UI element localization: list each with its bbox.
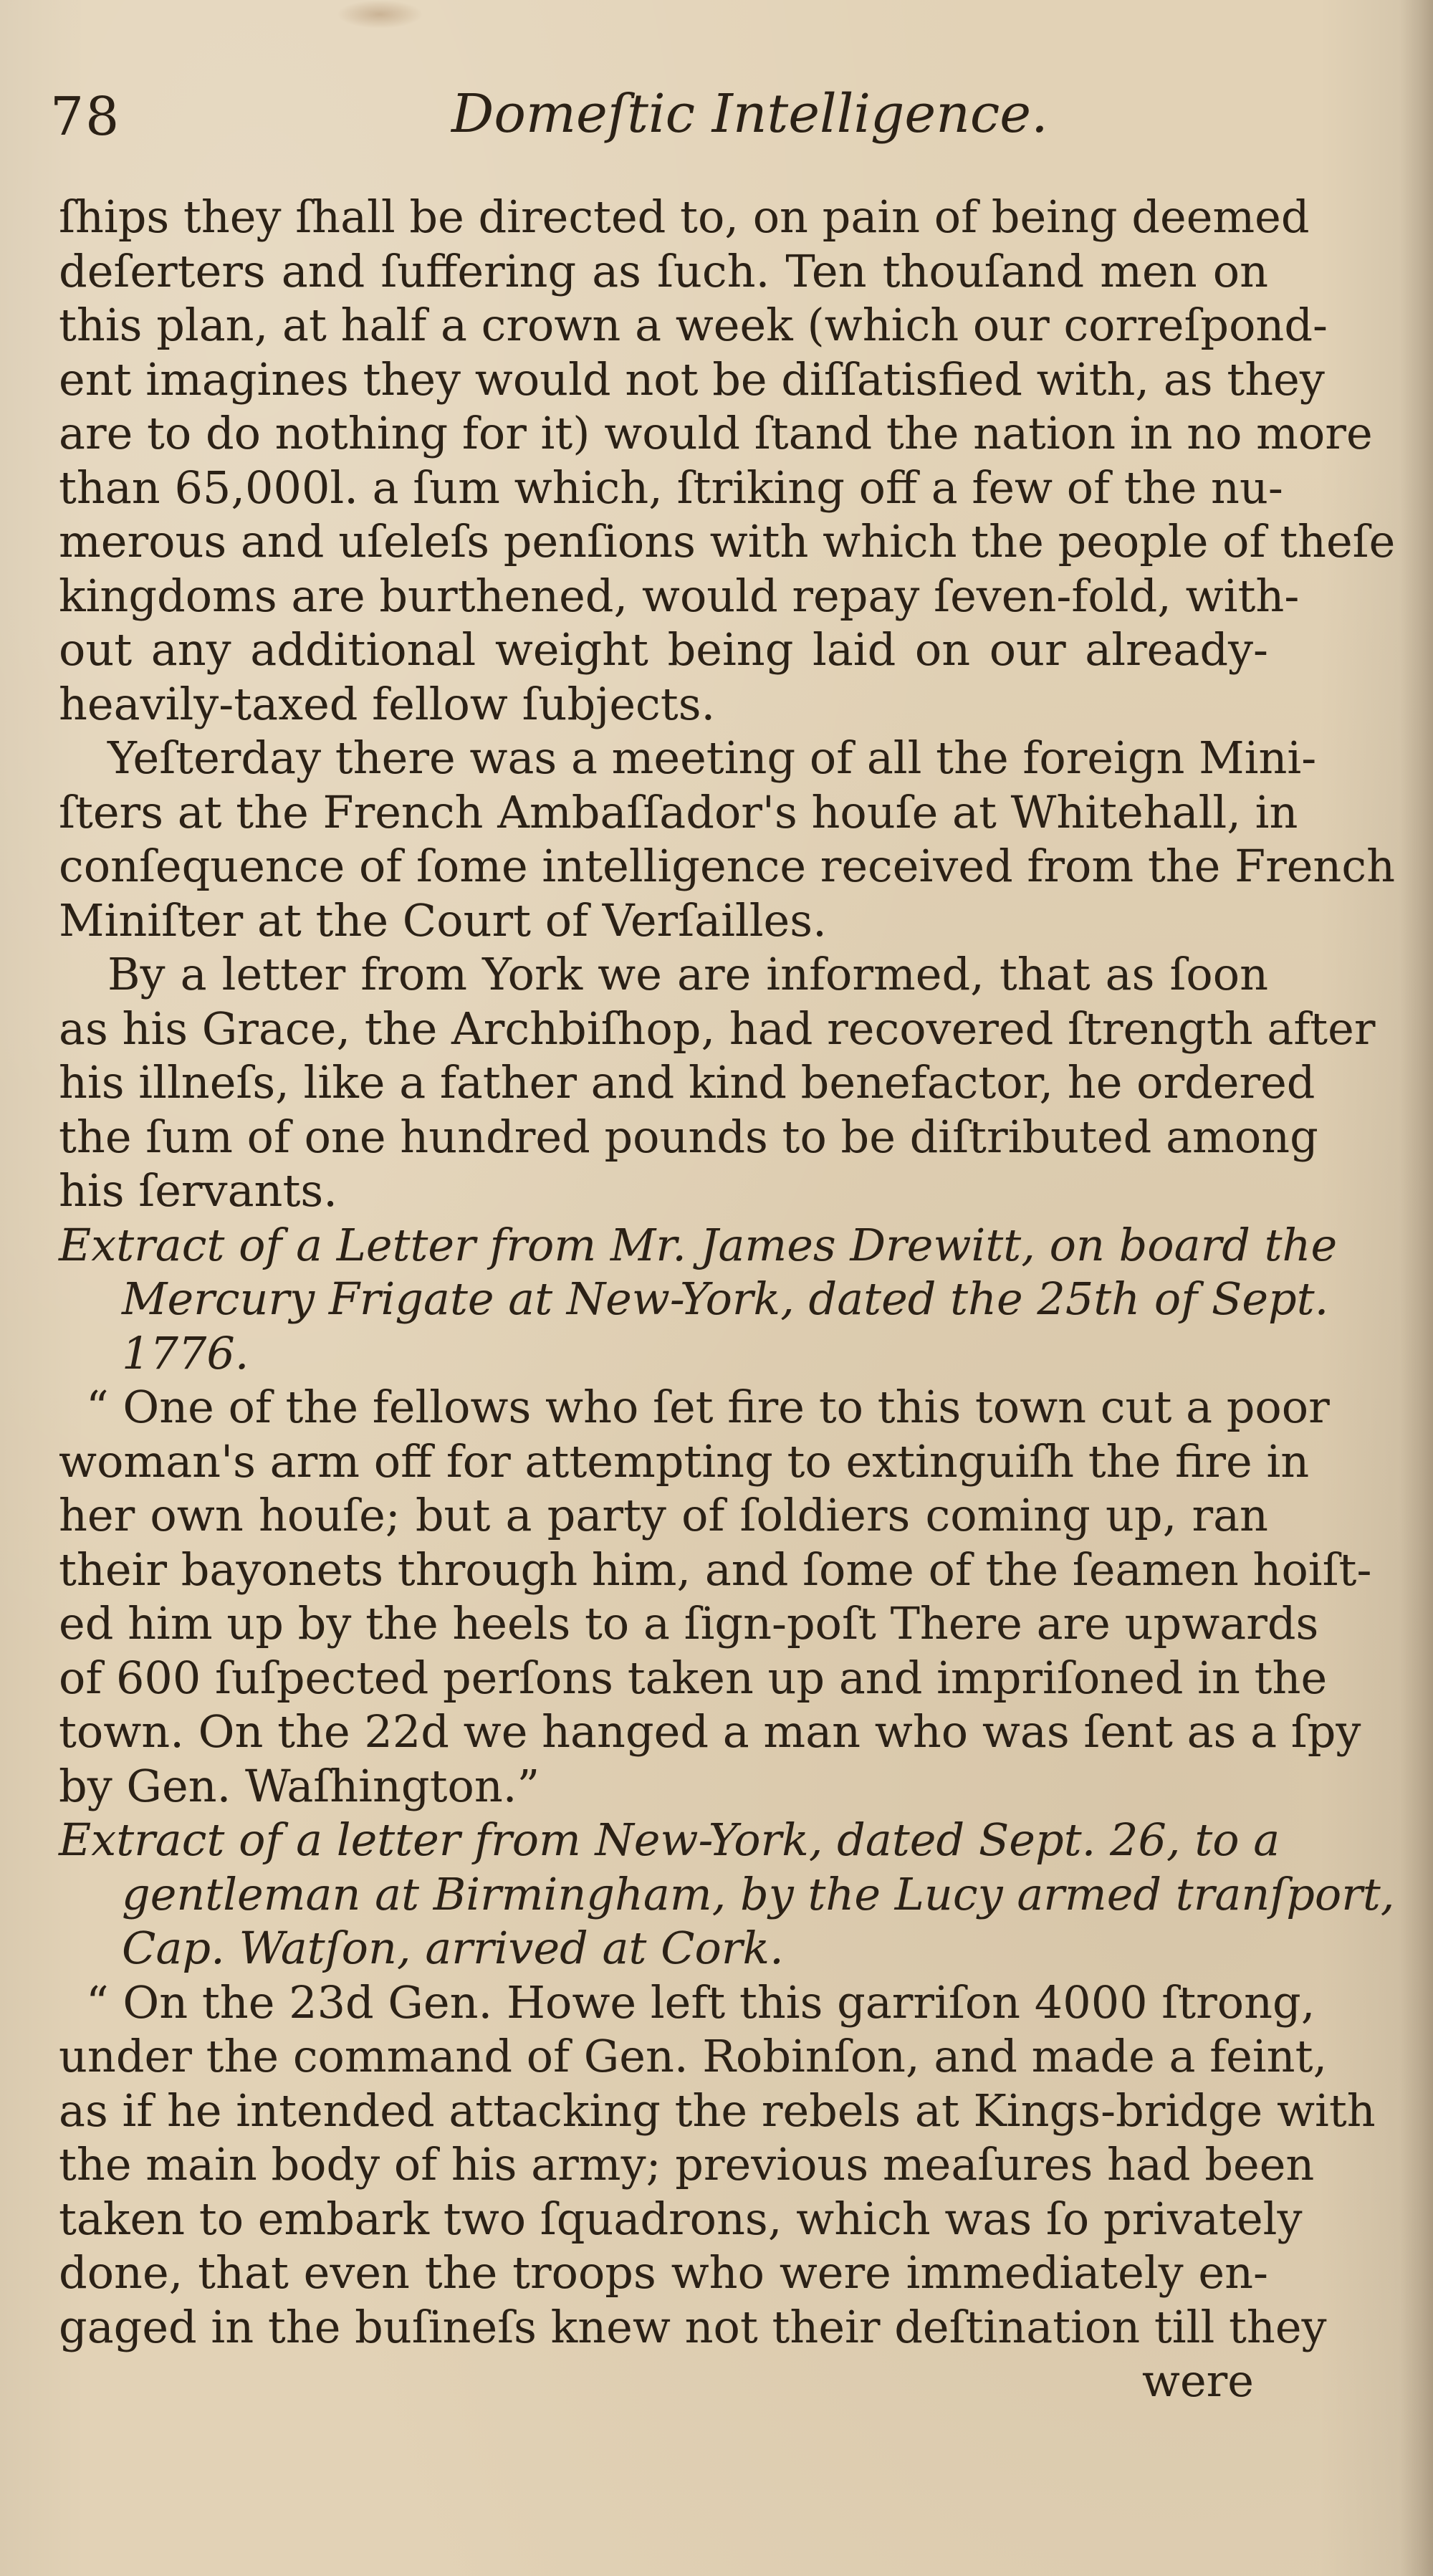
paragraph-start: “ One of the fellows who ſet fire to this town cut a poor: [86, 1381, 1330, 1433]
text-line: ſters at the French Ambaſſador's houſe at Whitehall, in: [59, 785, 1298, 838]
text-line: ſhips they ſhall be directed to, on pain of being deemed: [59, 191, 1310, 243]
text-line: conſequence of ſome intelligence received from the French: [59, 840, 1395, 892]
body-text: [50, 190, 1396, 2408]
text-line: his illneſs, like a father and kind benefactor, he ordered: [59, 1056, 1315, 1109]
text-line: merous and uſeleſs penſions with which the people of theſe: [59, 515, 1396, 568]
letter-heading: Extract of a Letter from Mr. James Drewitt, on board the: [59, 1218, 1338, 1271]
text-line: as if he intended attacking the rebels at Kings-bridge with: [59, 2084, 1376, 2137]
page-number: 78: [50, 86, 121, 148]
text-line: her own houſe; but a party of ſoldiers coming up, ran: [59, 1489, 1268, 1541]
paragraph-start: “ On the 23d Gen. Howe left this garriſon 4000 ſtrong,: [86, 1976, 1315, 2029]
text-line: are to do nothing for it) would ſtand the nation in no more: [59, 407, 1373, 459]
text-line: the ſum of one hundred pounds to be diſtributed among: [59, 1110, 1318, 1163]
text-line: the main body of his army; previous meaſures had been: [59, 2138, 1315, 2190]
paragraph-start: Yeſterday there was a meeting of all the foreign Mini-: [107, 732, 1317, 784]
text-line: this plan, at half a crown a week (which our correſpond-: [59, 299, 1328, 351]
text-line: done, that even the troops who were immediately en-: [59, 2246, 1268, 2299]
letter-heading: 1776.: [122, 1326, 249, 1379]
text-line: town. On the 22d we hanged a man who was ſent as a ſpy: [59, 1705, 1361, 1758]
running-title: Domeſtic Intelligence.: [451, 83, 1048, 145]
page-edge-shadow: [1400, 0, 1433, 2576]
text-line: by Gen. Waſhington.”: [59, 1759, 540, 1812]
text-line: as his Grace, the Archbiſhop, had recovered ſtrength after: [59, 1002, 1376, 1055]
text-line: ed him up by the heels to a ſign-poſt There are upwards: [59, 1597, 1319, 1649]
running-head: [50, 79, 1268, 150]
letter-heading: Cap. Watſon, arrived at Cork.: [122, 1922, 784, 1974]
text-line: under the command of Gen. Robinſon, and made a feint,: [59, 2030, 1328, 2082]
text-line: than 65,000l. a ſum which, ſtriking off a few of the nu-: [59, 461, 1283, 514]
text-line: ent imagines they would not be diſſatisfied with, as they: [59, 353, 1325, 406]
text-line: gaged in the buſineſs knew not their deſtination till they: [59, 2300, 1327, 2353]
text-line: their bayonets through him, and ſome of the ſeamen hoiſt-: [59, 1543, 1372, 1596]
text-line: of 600 ſuſpected perſons taken up and impriſoned in the: [59, 1651, 1328, 1704]
letter-heading: Mercury Frigate at New-York, dated the 25th of Sept.: [122, 1273, 1329, 1325]
text-line: woman's arm off for attempting to extinguiſh the fire in: [59, 1435, 1310, 1488]
catchword: were: [1141, 2355, 1254, 2407]
text-line: taken to embark two ſquadrons, which was ſo privately: [59, 2192, 1303, 2245]
page-stain: [337, 0, 423, 29]
text-line: heavily-taxed fellow ſubjects.: [59, 677, 716, 730]
paragraph-start: By a letter from York we are informed, that as ſoon: [107, 948, 1268, 1000]
text-line: deſerters and ſuffering as ſuch. Ten thouſand men on: [59, 244, 1268, 297]
text-line: kingdoms are burthened, would repay ſeven-fold, with-: [59, 569, 1300, 622]
text-line: out any additional weight being laid on our already-: [59, 623, 1268, 676]
text-line: Miniſter at the Court of Verſailles.: [59, 894, 827, 947]
letter-heading: gentleman at Birmingham, by the Lucy armed tranſport,: [122, 1867, 1395, 1920]
letter-heading: Extract of a letter from New-York, dated Sept. 26, to a: [59, 1814, 1280, 1866]
text-line: his ſervants.: [59, 1164, 337, 1217]
